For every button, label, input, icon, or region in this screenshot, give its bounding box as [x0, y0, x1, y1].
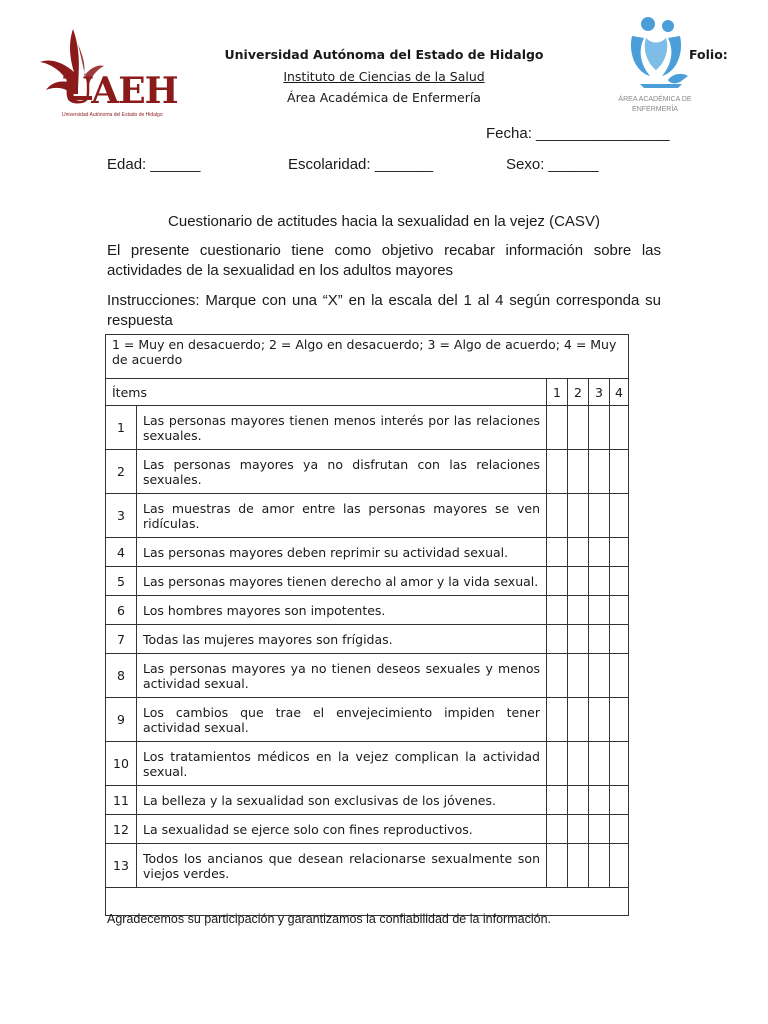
- footer-note: Agradecemos su participación y garantizamos la confiabilidad de la información.: [107, 912, 551, 926]
- scale-header-1: 1: [547, 379, 568, 406]
- scale-header-4: 4: [610, 379, 629, 406]
- answer-cell-4[interactable]: [610, 654, 629, 698]
- answer-cell-1[interactable]: [547, 625, 568, 654]
- item-text: Las personas mayores deben reprimir su actividad sexual.: [137, 538, 547, 567]
- table-row: [106, 406, 629, 450]
- item-text: Las personas mayores tienen menos interés por las relaciones sexuales.: [137, 406, 547, 450]
- table-row: [106, 844, 629, 888]
- answer-cell-1[interactable]: [547, 596, 568, 625]
- item-number: 5: [106, 567, 137, 596]
- answer-cell-2[interactable]: [568, 654, 589, 698]
- answer-cell-3[interactable]: [589, 742, 610, 786]
- item-text: La sexualidad se ejerce solo con fines reproductivos.: [137, 815, 547, 844]
- uaeh-logo-caption: Universidad Autónoma del Estado de Hidalgo: [62, 112, 163, 118]
- fecha-field[interactable]: Fecha: ________________: [486, 125, 670, 142]
- answer-cell-4[interactable]: [610, 494, 629, 538]
- answer-cell-3[interactable]: [589, 596, 610, 625]
- answer-cell-4[interactable]: [610, 450, 629, 494]
- questionnaire-table: [105, 334, 629, 916]
- table-row: [106, 786, 629, 815]
- table-row: [106, 654, 629, 698]
- answer-cell-4[interactable]: [610, 625, 629, 654]
- item-text: La belleza y la sexualidad son exclusivas de los jóvenes.: [137, 786, 547, 815]
- table-row: [106, 538, 629, 567]
- answer-cell-2[interactable]: [568, 596, 589, 625]
- sexo-field[interactable]: Sexo: ______: [506, 156, 599, 173]
- item-number: 9: [106, 698, 137, 742]
- answer-cell-2[interactable]: [568, 406, 589, 450]
- items-header: Ítems: [106, 379, 547, 406]
- institute-name: Instituto de Ciencias de la Salud: [283, 69, 485, 84]
- table-row: [106, 698, 629, 742]
- item-number: 6: [106, 596, 137, 625]
- answer-cell-1[interactable]: [547, 844, 568, 888]
- answer-cell-2[interactable]: [568, 698, 589, 742]
- answer-cell-2[interactable]: [568, 742, 589, 786]
- answer-cell-1[interactable]: [547, 494, 568, 538]
- answer-cell-4[interactable]: [610, 698, 629, 742]
- answer-cell-4[interactable]: [610, 567, 629, 596]
- answer-cell-3[interactable]: [589, 654, 610, 698]
- answer-cell-3[interactable]: [589, 567, 610, 596]
- table-row: [106, 450, 629, 494]
- item-text: Las muestras de amor entre las personas mayores se ven ridículas.: [137, 494, 547, 538]
- area-name: Área Académica de Enfermería: [287, 90, 481, 105]
- item-number: 2: [106, 450, 137, 494]
- answer-cell-4[interactable]: [610, 538, 629, 567]
- answer-cell-2[interactable]: [568, 815, 589, 844]
- item-text: Los hombres mayores son impotentes.: [137, 596, 547, 625]
- university-name: Universidad Autónoma del Estado de Hidalgo: [224, 47, 544, 62]
- edad-field[interactable]: Edad: ______: [107, 156, 201, 173]
- answer-cell-1[interactable]: [547, 450, 568, 494]
- item-text: Las personas mayores ya no tienen deseos sexuales y menos actividad sexual.: [137, 654, 547, 698]
- answer-cell-1[interactable]: [547, 742, 568, 786]
- table-row: [106, 625, 629, 654]
- table-row: [106, 815, 629, 844]
- answer-cell-1[interactable]: [547, 786, 568, 815]
- table-row: [106, 494, 629, 538]
- answer-cell-1[interactable]: [547, 567, 568, 596]
- answer-cell-2[interactable]: [568, 625, 589, 654]
- answer-cell-2[interactable]: [568, 494, 589, 538]
- answer-cell-3[interactable]: [589, 786, 610, 815]
- item-number: 3: [106, 494, 137, 538]
- item-number: 13: [106, 844, 137, 888]
- item-number: 12: [106, 815, 137, 844]
- answer-cell-2[interactable]: [568, 538, 589, 567]
- answer-cell-4[interactable]: [610, 815, 629, 844]
- answer-cell-3[interactable]: [589, 815, 610, 844]
- item-number: 7: [106, 625, 137, 654]
- answer-cell-3[interactable]: [589, 450, 610, 494]
- item-text: Todas las mujeres mayores son frígidas.: [137, 625, 547, 654]
- answer-cell-3[interactable]: [589, 494, 610, 538]
- item-number: 8: [106, 654, 137, 698]
- answer-cell-4[interactable]: [610, 844, 629, 888]
- escolaridad-field[interactable]: Escolaridad: _______: [288, 156, 434, 173]
- item-text: Los cambios que trae el envejecimiento impiden tener actividad sexual.: [137, 698, 547, 742]
- answer-cell-1[interactable]: [547, 815, 568, 844]
- item-text: Todos los ancianos que desean relacionarse sexualmente son viejos verdes.: [137, 844, 547, 888]
- answer-cell-3[interactable]: [589, 406, 610, 450]
- answer-cell-2[interactable]: [568, 786, 589, 815]
- answer-cell-3[interactable]: [589, 844, 610, 888]
- item-number: 11: [106, 786, 137, 815]
- table-row: [106, 567, 629, 596]
- answer-cell-2[interactable]: [568, 844, 589, 888]
- answer-cell-4[interactable]: [610, 786, 629, 815]
- item-text: Las personas mayores tienen derecho al amor y la vida sexual.: [137, 567, 547, 596]
- folio-label: Folio:: [689, 47, 728, 62]
- answer-cell-4[interactable]: [610, 742, 629, 786]
- scale-header-3: 3: [589, 379, 610, 406]
- answer-cell-2[interactable]: [568, 567, 589, 596]
- answer-cell-1[interactable]: [547, 654, 568, 698]
- item-number: 10: [106, 742, 137, 786]
- table-row: [106, 596, 629, 625]
- scale-header-2: 2: [568, 379, 589, 406]
- answer-cell-2[interactable]: [568, 450, 589, 494]
- nursing-logo-caption: ÁREA ACADÉMICA DE ENFERMERÍA: [618, 96, 692, 113]
- answer-cell-4[interactable]: [610, 406, 629, 450]
- questionnaire-title: Cuestionario de actitudes hacia la sexualidad en la vejez (CASV): [168, 213, 600, 230]
- answer-cell-1[interactable]: [547, 698, 568, 742]
- item-number: 1: [106, 406, 137, 450]
- answer-cell-3[interactable]: [589, 698, 610, 742]
- answer-cell-4[interactable]: [610, 596, 629, 625]
- objective-paragraph: El presente cuestionario tiene como objetivo recabar información sobre las actividades de la sexualidad en los adultos mayores: [107, 242, 661, 279]
- answer-cell-1[interactable]: [547, 538, 568, 567]
- item-text: Los tratamientos médicos en la vejez complican la actividad sexual.: [137, 742, 547, 786]
- answer-cell-3[interactable]: [589, 538, 610, 567]
- item-number: 4: [106, 538, 137, 567]
- answer-cell-3[interactable]: [589, 625, 610, 654]
- instructions-paragraph: Instrucciones: Marque con una “X” en la escala del 1 al 4 según corresponda su respuesta: [107, 292, 661, 329]
- item-text: Las personas mayores ya no disfrutan con las relaciones sexuales.: [137, 450, 547, 494]
- table-row: [106, 742, 629, 786]
- uaeh-logo-text: UAEH: [62, 70, 178, 112]
- answer-cell-1[interactable]: [547, 406, 568, 450]
- scale-legend: 1 = Muy en desacuerdo; 2 = Algo en desacuerdo; 3 = Algo de acuerdo; 4 = Muy de acuerdo: [106, 335, 629, 379]
